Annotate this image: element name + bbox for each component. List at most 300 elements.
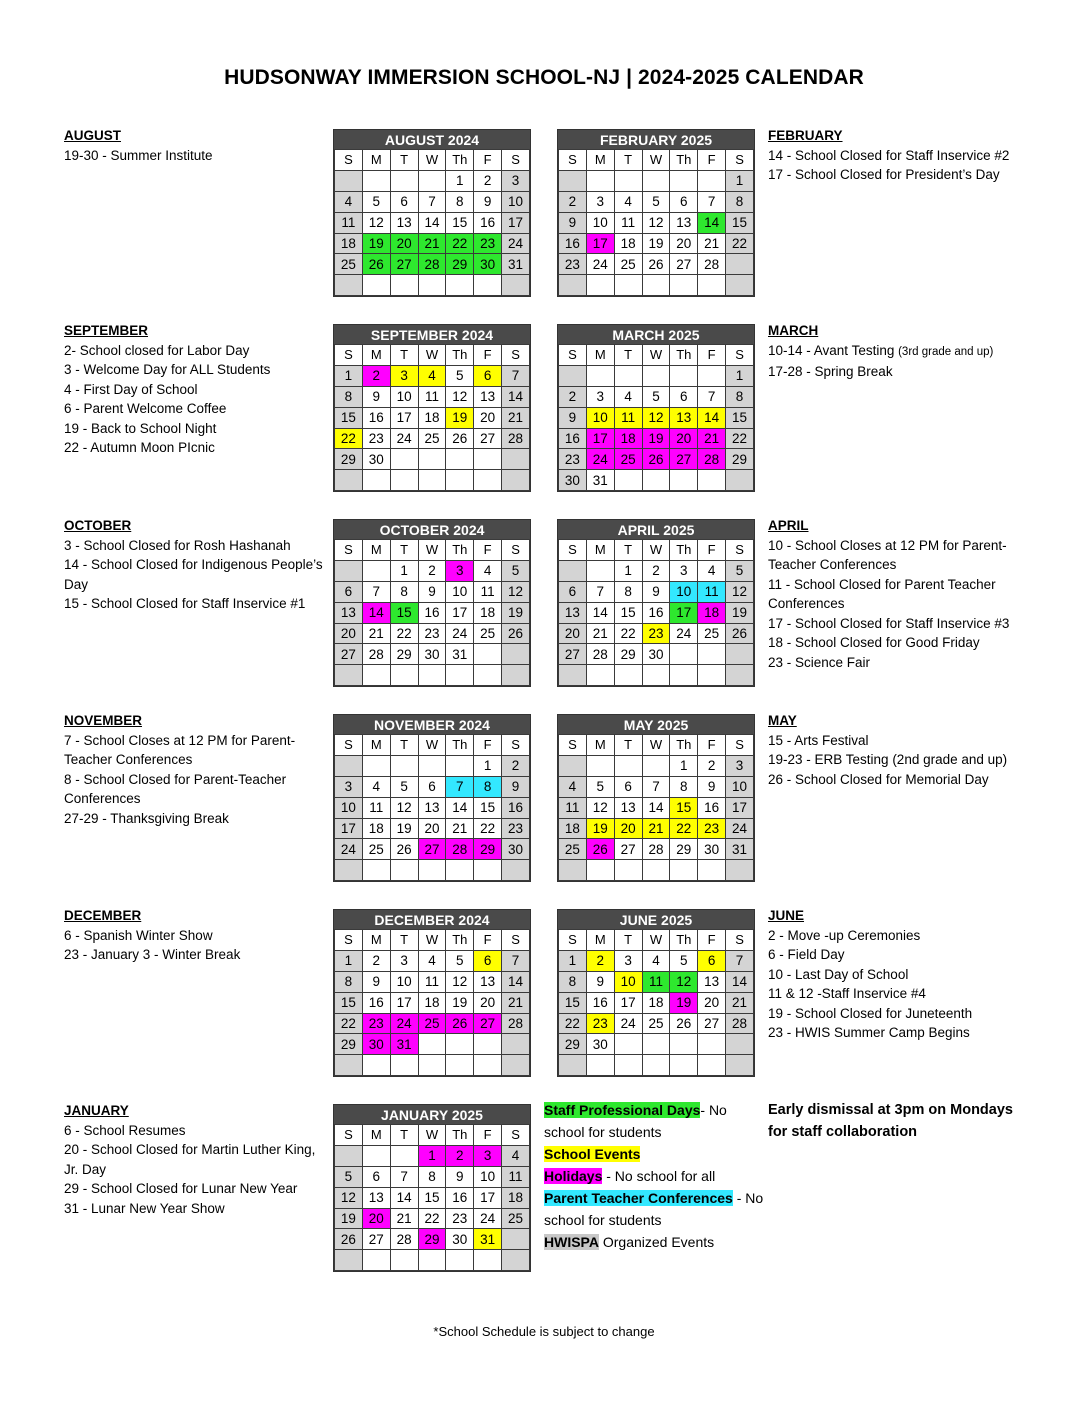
day-cell: 15 [670, 797, 698, 818]
day-cell: 7 [418, 191, 446, 212]
empty-cell [698, 1055, 726, 1076]
day-cell: 29 [446, 254, 474, 275]
note-line: 6 - Spanish Winter Show [64, 927, 213, 943]
empty-cell [642, 1055, 670, 1076]
week-row [335, 1145, 530, 1166]
day-cell: 6 [390, 191, 418, 212]
day-cell: 16 [362, 407, 390, 428]
day-cell: 11 [614, 212, 642, 233]
day-cell: 28 [586, 644, 614, 665]
empty-cell [335, 170, 363, 191]
day-cell: 29 [418, 1229, 446, 1250]
day-cell: 20 [474, 992, 502, 1013]
day-cell: 25 [418, 1013, 446, 1034]
empty-cell [390, 170, 418, 191]
weekday-header: T [614, 345, 642, 366]
week-row [559, 818, 754, 839]
empty-cell [446, 1055, 474, 1076]
weekday-header: T [390, 930, 418, 951]
day-cell: 28 [642, 839, 670, 860]
weekday-header: M [586, 150, 614, 171]
day-cell: 9 [446, 1166, 474, 1187]
day-cell: 26 [586, 839, 614, 860]
empty-cell [698, 860, 726, 881]
empty-cell [642, 470, 670, 491]
day-cell: 18 [614, 428, 642, 449]
day-cell: 7 [586, 581, 614, 602]
day-cell: 29 [335, 1034, 363, 1055]
empty-cell [362, 665, 390, 686]
empty-cell [474, 275, 502, 296]
weekday-header: W [642, 345, 670, 366]
day-cell: 11 [418, 971, 446, 992]
weekday-header: W [642, 930, 670, 951]
empty-cell [362, 860, 390, 881]
notes-heading: AUGUST [64, 128, 121, 143]
weekday-header: T [390, 540, 418, 561]
day-cell: 8 [390, 581, 418, 602]
day-cell: 18 [642, 992, 670, 1013]
week-row [335, 254, 530, 275]
day-cell: 7 [502, 950, 530, 971]
day-cell: 26 [335, 1229, 363, 1250]
weekday-header: S [502, 930, 530, 951]
day-cell: 15 [726, 407, 754, 428]
note-line: 27-29 - Thanksgiving Break [64, 810, 229, 826]
day-cell: 6 [362, 1166, 390, 1187]
empty-cell [586, 365, 614, 386]
day-cell: 20 [474, 407, 502, 428]
weekday-header: S [502, 735, 530, 756]
week-row [335, 776, 530, 797]
day-cell: 1 [726, 170, 754, 191]
weekday-header: S [335, 540, 363, 561]
empty-cell [559, 860, 587, 881]
day-cell: 12 [726, 581, 754, 602]
empty-cell [726, 470, 754, 491]
weekday-header: Th [446, 345, 474, 366]
weekday-header: S [335, 930, 363, 951]
empty-cell [559, 365, 587, 386]
empty-cell [642, 860, 670, 881]
week-row [335, 1208, 530, 1229]
day-cell: 6 [614, 776, 642, 797]
day-cell: 27 [559, 644, 587, 665]
note-line: 11 & 12 -Staff Inservice #4 [768, 986, 926, 1001]
day-cell: 17 [502, 212, 530, 233]
empty-cell [390, 449, 418, 470]
day-cell: 22 [726, 233, 754, 254]
day-cell: 23 [559, 449, 587, 470]
color-legend [544, 1099, 764, 1253]
note-line: 3 - School Closed for Rosh Hashanah [64, 537, 291, 553]
day-cell: 7 [698, 191, 726, 212]
weekday-header: S [502, 150, 530, 171]
week-row [335, 818, 530, 839]
weekday-header: F [698, 540, 726, 561]
day-cell: 29 [614, 644, 642, 665]
month-grid [334, 929, 530, 1076]
day-cell: 12 [642, 212, 670, 233]
notes-may [768, 711, 1038, 789]
month-grid [558, 149, 754, 296]
empty-cell [698, 275, 726, 296]
notes-january [64, 1101, 329, 1218]
empty-cell [390, 275, 418, 296]
notes-march [768, 321, 1038, 382]
empty-cell [418, 1055, 446, 1076]
day-cell: 5 [335, 1166, 363, 1187]
empty-cell [502, 275, 530, 296]
empty-cell [586, 860, 614, 881]
day-cell: 29 [559, 1034, 587, 1055]
day-cell: 26 [670, 1013, 698, 1034]
day-cell: 19 [726, 602, 754, 623]
day-cell: 17 [614, 992, 642, 1013]
day-cell: 31 [726, 839, 754, 860]
day-cell: 25 [559, 839, 587, 860]
legend-ptc [544, 1187, 764, 1231]
week-row [559, 644, 754, 665]
day-cell: 1 [614, 560, 642, 581]
day-cell: 13 [474, 971, 502, 992]
week-row [335, 365, 530, 386]
day-cell: 14 [446, 797, 474, 818]
day-cell: 22 [335, 428, 363, 449]
weekday-header: Th [670, 735, 698, 756]
day-cell: 15 [390, 602, 418, 623]
empty-cell [559, 170, 587, 191]
day-cell: 16 [698, 797, 726, 818]
day-cell: 4 [614, 386, 642, 407]
note-line: 7 - School Closes at 12 PM for Parent-Teacher Conferences [64, 732, 296, 767]
month-title: FEBRUARY 2025 [558, 130, 754, 149]
day-cell: 6 [474, 950, 502, 971]
legend-staff-label: Staff Professional Days [544, 1102, 701, 1118]
empty-cell [559, 275, 587, 296]
day-cell: 30 [418, 644, 446, 665]
page-title: HUDSONWAY IMMERSION SCHOOL-NJ | 2024-2025 CALENDAR [224, 66, 864, 89]
legend-holidays-desc: - No school for all [602, 1168, 716, 1184]
day-cell: 26 [446, 428, 474, 449]
day-cell: 7 [362, 581, 390, 602]
empty-cell [614, 365, 642, 386]
day-cell: 14 [698, 407, 726, 428]
empty-cell [698, 644, 726, 665]
day-cell: 24 [726, 818, 754, 839]
day-cell: 23 [446, 1208, 474, 1229]
note-line: 29 - School Closed for Lunar New Year [64, 1181, 298, 1196]
day-cell: 28 [502, 1013, 530, 1034]
day-cell: 25 [362, 839, 390, 860]
day-cell: 26 [642, 254, 670, 275]
empty-cell [586, 560, 614, 581]
empty-cell [670, 470, 698, 491]
note-line: 18 - School Closed for Good Friday [768, 635, 980, 650]
empty-cell [670, 365, 698, 386]
day-cell: 7 [390, 1166, 418, 1187]
day-cell: 15 [446, 212, 474, 233]
notes-october [64, 516, 329, 614]
day-cell: 3 [586, 386, 614, 407]
month-grid [334, 149, 530, 296]
day-cell: 12 [446, 386, 474, 407]
day-cell: 25 [698, 623, 726, 644]
note-line: 15 - Arts Festival [768, 732, 869, 748]
day-cell: 23 [559, 254, 587, 275]
day-cell: 8 [726, 191, 754, 212]
day-cell: 4 [614, 191, 642, 212]
day-cell: 27 [390, 254, 418, 275]
day-cell: 11 [335, 212, 363, 233]
weekday-header: F [474, 345, 502, 366]
day-cell: 12 [446, 971, 474, 992]
weekday-header: T [614, 930, 642, 951]
day-cell: 13 [474, 386, 502, 407]
weekday-header: F [698, 150, 726, 171]
empty-cell [335, 1250, 363, 1271]
week-row [335, 860, 530, 881]
day-cell: 26 [390, 839, 418, 860]
day-cell: 13 [335, 602, 363, 623]
week-row [559, 1013, 754, 1034]
empty-cell [446, 470, 474, 491]
note-line: 11 - School Closed for Parent Teacher Conferences [768, 576, 996, 611]
day-cell: 15 [559, 992, 587, 1013]
day-cell: 23 [362, 1013, 390, 1034]
day-cell: 12 [670, 971, 698, 992]
week-row [335, 1166, 530, 1187]
empty-cell [614, 860, 642, 881]
day-cell: 26 [726, 623, 754, 644]
day-cell: 30 [559, 470, 587, 491]
month-grid [334, 344, 530, 491]
day-cell: 11 [474, 581, 502, 602]
note-text: 10-14 - Avant Testing [768, 342, 899, 358]
day-cell: 19 [502, 602, 530, 623]
day-cell: 28 [362, 644, 390, 665]
legend-hwispa-label: HWISPA [544, 1234, 599, 1250]
empty-cell [670, 860, 698, 881]
empty-cell [726, 1034, 754, 1055]
day-cell: 10 [446, 581, 474, 602]
calendar-nov [333, 714, 531, 882]
empty-cell [670, 644, 698, 665]
day-cell: 3 [614, 950, 642, 971]
empty-cell [335, 755, 363, 776]
notes-heading: APRIL [768, 518, 809, 533]
day-cell: 30 [474, 254, 502, 275]
week-row [335, 275, 530, 296]
empty-cell [335, 860, 363, 881]
day-cell: 16 [586, 992, 614, 1013]
day-cell: 15 [614, 602, 642, 623]
empty-cell [670, 275, 698, 296]
empty-cell [642, 755, 670, 776]
day-cell: 15 [335, 407, 363, 428]
day-cell: 28 [698, 254, 726, 275]
legend-staff [544, 1099, 764, 1143]
weekday-header: Th [670, 345, 698, 366]
day-cell: 20 [559, 623, 587, 644]
weekday-header: S [335, 345, 363, 366]
day-cell: 1 [335, 365, 363, 386]
month-grid [334, 1124, 530, 1271]
note-line: 8 - School Closed for Parent-Teacher Conferences [64, 771, 287, 806]
week-row [559, 623, 754, 644]
day-cell: 5 [670, 950, 698, 971]
day-cell: 17 [390, 992, 418, 1013]
empty-cell [502, 860, 530, 881]
week-row [335, 1229, 530, 1250]
day-cell: 7 [698, 386, 726, 407]
empty-cell [670, 1034, 698, 1055]
day-cell: 15 [335, 992, 363, 1013]
weekday-header: S [726, 930, 754, 951]
empty-cell [362, 1145, 390, 1166]
day-cell: 23 [502, 818, 530, 839]
empty-cell [362, 170, 390, 191]
day-cell: 24 [335, 839, 363, 860]
weekday-header: Th [446, 930, 474, 951]
day-cell: 1 [418, 1145, 446, 1166]
day-cell: 27 [474, 1013, 502, 1034]
week-row [559, 839, 754, 860]
calendar-oct [333, 519, 531, 687]
week-row [335, 581, 530, 602]
week-row [559, 971, 754, 992]
day-cell: 14 [502, 971, 530, 992]
note-line: 10 - School Closes at 12 PM for Parent-Teacher Conferences [768, 537, 1007, 572]
notes-heading: DECEMBER [64, 908, 142, 923]
note-small-text: (3rd grade and up) [898, 345, 994, 358]
empty-cell [362, 275, 390, 296]
day-cell: 15 [726, 212, 754, 233]
empty-cell [418, 665, 446, 686]
notes-heading: JUNE [768, 908, 805, 923]
day-cell: 5 [390, 776, 418, 797]
day-cell: 25 [642, 1013, 670, 1034]
legend-staff-desc: - No school for students [544, 1102, 727, 1140]
day-cell: 3 [390, 950, 418, 971]
week-row [335, 602, 530, 623]
calendar-apr [557, 519, 755, 687]
day-cell: 20 [698, 992, 726, 1013]
day-cell: 30 [586, 1034, 614, 1055]
day-cell: 3 [335, 776, 363, 797]
legend-hwispa-desc: Organized Events [598, 1234, 715, 1250]
day-cell: 31 [586, 470, 614, 491]
day-cell: 27 [698, 1013, 726, 1034]
weekday-header: Th [446, 540, 474, 561]
week-row [559, 275, 754, 296]
day-cell: 19 [446, 407, 474, 428]
day-cell: 29 [670, 839, 698, 860]
day-cell: 8 [670, 776, 698, 797]
empty-cell [502, 1250, 530, 1271]
day-cell: 25 [418, 428, 446, 449]
day-cell: 9 [362, 971, 390, 992]
day-cell: 19 [362, 233, 390, 254]
day-cell: 26 [446, 1013, 474, 1034]
day-cell: 27 [335, 644, 363, 665]
empty-cell [418, 1250, 446, 1271]
note-line: 3 - Welcome Day for ALL Students [64, 362, 271, 377]
week-row [335, 1034, 530, 1055]
weekday-header: S [726, 735, 754, 756]
note-line: 19-30 - Summer Institute [64, 147, 213, 163]
legend-events-label: School Events [544, 1146, 641, 1162]
empty-cell [418, 275, 446, 296]
empty-cell [446, 1250, 474, 1271]
weekday-header: S [559, 540, 587, 561]
legend-events [544, 1143, 764, 1165]
day-cell: 12 [362, 212, 390, 233]
notes-june [768, 906, 1038, 1043]
weekday-header: S [726, 150, 754, 171]
day-cell: 10 [726, 776, 754, 797]
weekday-header: F [698, 345, 726, 366]
empty-cell [502, 449, 530, 470]
note-line: 20 - School Closed for Martin Luther King, Jr. Day [64, 1142, 316, 1177]
notes-heading: JANUARY [64, 1103, 129, 1118]
calendar-may [557, 714, 755, 882]
day-cell: 17 [335, 818, 363, 839]
day-cell: 14 [362, 602, 390, 623]
empty-cell [586, 275, 614, 296]
empty-cell [335, 1055, 363, 1076]
week-row [559, 233, 754, 254]
day-cell: 3 [670, 560, 698, 581]
weekday-header: W [418, 345, 446, 366]
day-cell: 5 [446, 950, 474, 971]
day-cell: 8 [335, 971, 363, 992]
note-line: 23 - Science Fair [768, 654, 871, 670]
day-cell: 7 [642, 776, 670, 797]
day-cell: 23 [642, 623, 670, 644]
empty-cell [418, 170, 446, 191]
empty-cell [614, 1055, 642, 1076]
empty-cell [670, 665, 698, 686]
note-line: 2 - Move -up Ceremonies [768, 927, 921, 943]
week-row [559, 170, 754, 191]
empty-cell [642, 275, 670, 296]
calendar-feb [557, 129, 755, 297]
day-cell: 3 [726, 755, 754, 776]
note-line: 6 - School Resumes [64, 1122, 186, 1138]
weekday-header: W [418, 735, 446, 756]
day-cell: 13 [670, 407, 698, 428]
day-cell: 2 [502, 755, 530, 776]
empty-cell [698, 665, 726, 686]
calendar-jun [557, 909, 755, 1077]
day-cell: 24 [502, 233, 530, 254]
day-cell: 22 [446, 233, 474, 254]
day-cell: 19 [335, 1208, 363, 1229]
empty-cell [726, 275, 754, 296]
day-cell: 25 [614, 449, 642, 470]
day-cell: 14 [698, 212, 726, 233]
empty-cell [390, 1055, 418, 1076]
day-cell: 10 [390, 971, 418, 992]
weekday-header: M [362, 1125, 390, 1146]
month-grid [558, 344, 754, 491]
week-row [559, 191, 754, 212]
day-cell: 4 [418, 365, 446, 386]
notes-heading: SEPTEMBER [64, 323, 149, 338]
empty-cell [586, 755, 614, 776]
day-cell: 6 [474, 365, 502, 386]
